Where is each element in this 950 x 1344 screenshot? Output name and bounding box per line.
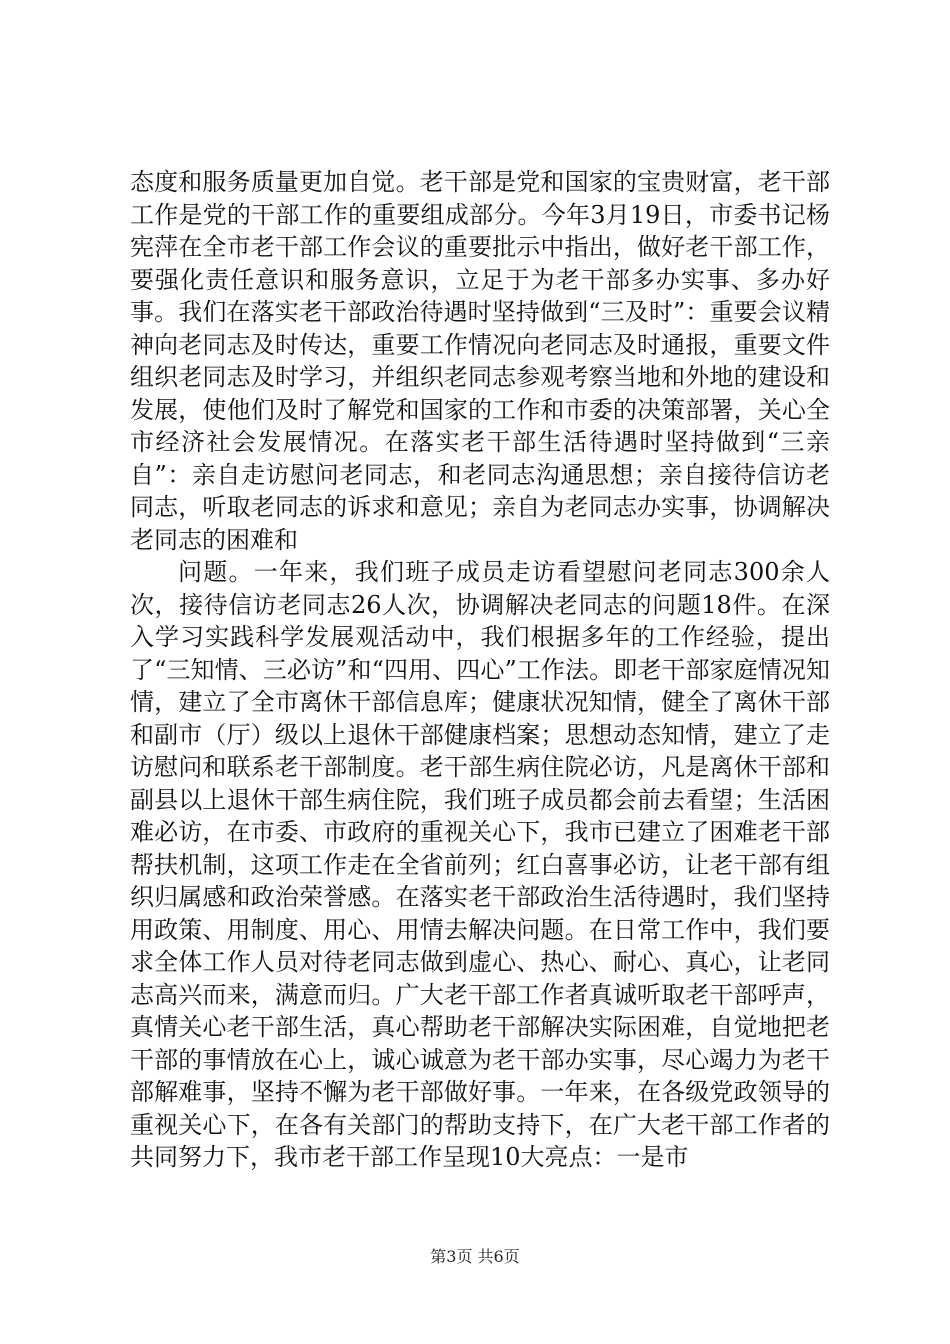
page-number-label: 第3页 共6页 [430,1247,520,1266]
page-footer [0,1244,950,1267]
paragraph-1: 态度和服务质量更加自觉。老干部是党和国家的宝贵财富，老干部工作是党的干部工作的重要组成部分。今年3月19日，市委书记杨宪萍在全市老干部工作会议的重要批示中指出，做好老干部工作，要强化责任意识和服务意识，立足于为老干部多办实事、多办好事。我们在落实老干部政治待遇时坚持做到“三及时”：重要会议精神向老同志及时传达，重要工作情况向老同志及时通报，重要文件组织老同志及时学习，并组织老同志参观考察当地和外地的建设和发展，使他们及时了解党和国家的工作和市委的决策部署，关心全市经济社会发展情况。在落实老干部生活待遇时坚持做到“三亲自”：亲自走访慰问老同志，和老同志沟通思想；亲自接待信访老同志，听取老同志的诉求和意见；亲自为老同志办实事，协调解决老同志的困难和 [130,168,830,554]
document-body [130,166,830,1174]
paragraph-2: 问题。一年来，我们班子成员走访看望慰问老同志300余人次，接待信访老同志26人次，协调解决老同志的问题18件。在深入学习实践科学发展观活动中，我们根据多年的工作经验，提出了“三知情、三必访”和“四用、四心”工作法。即老干部家庭情况知情，建立了全市离休干部信息库；健康状况知情，健全了离休干部和副市（厅）级以上退休干部健康档案；思想动态知情，建立了走访慰问和联系老干部制度。老干部生病住院必访，凡是离休干部和副县以上退休干部生病住院，我们班子成员都会前去看望；生活困难必访，在市委、市政府的重视关心下，我市已建立了困难老干部帮扶机制，这项工作走在全省前列；红白喜事必访，让老干部有组织归属感和政治荣誉感。在落实老干部政治生活待遇时，我们坚持用政策、用制度、用心、用情去解决问题。在日常工作中，我们要求全体工作人员对待老同志做到虚心、热心、耐心、真心，让老同志高兴而来，满意而归。广大老干部工作者真诚听取老干部呼声，真情关心老干部生活，真心帮助老干部解决实际困难，自觉地把老干部的事情放在心上，诚心诚意为老干部办实事，尽心竭力为老干部解难事，坚持不懈为老干部做好事。一年来，在各级党政领导的重视关心下，在各有关部门的帮助支持下，在广大老干部工作者的共同努力下，我市老干部工作呈现10大亮点：一是市 [130,558,830,1171]
